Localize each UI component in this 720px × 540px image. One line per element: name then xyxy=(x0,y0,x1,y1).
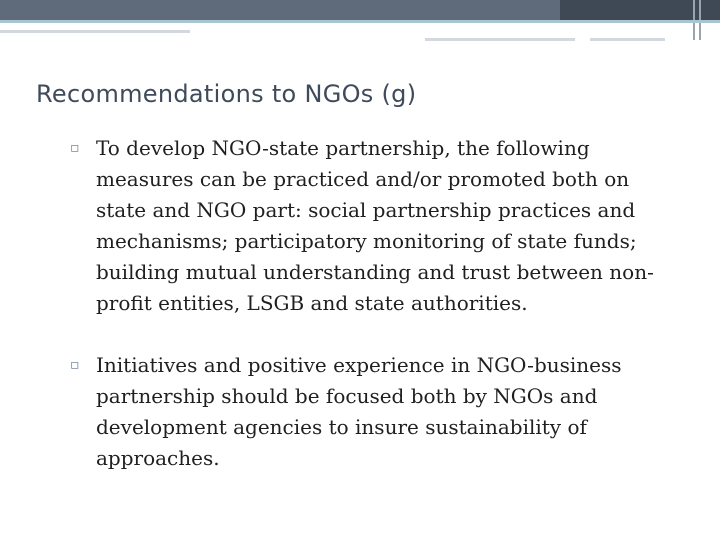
header-accent-line xyxy=(0,30,190,33)
bullet-text: To develop NGO-state partnership, the following measures can be practiced and/or promoted both on state and NGO part: social partnership practices and mechanisms; participatory monitoring of state funds; building mutual understanding and trust between non-profit entities, LSGB and state authorities. xyxy=(96,136,654,315)
bullet-item xyxy=(70,133,680,319)
slide-title: Recommendations to NGOs (g) xyxy=(36,80,417,108)
bullet-marker-icon: ▫ xyxy=(70,357,80,373)
bullet-text: Initiatives and positive experience in NGO-business partnership should be focused both by NGOs and development agencies to insure sustainability of approaches. xyxy=(96,353,622,470)
header-accent-line xyxy=(590,38,665,41)
header-bar-dark-segment xyxy=(560,0,720,20)
bullet-marker-icon: ▫ xyxy=(70,140,80,156)
header-accent-line xyxy=(425,38,575,41)
bullet-item xyxy=(70,350,680,474)
bullet-list xyxy=(70,133,680,474)
header-accent-line xyxy=(0,20,720,23)
